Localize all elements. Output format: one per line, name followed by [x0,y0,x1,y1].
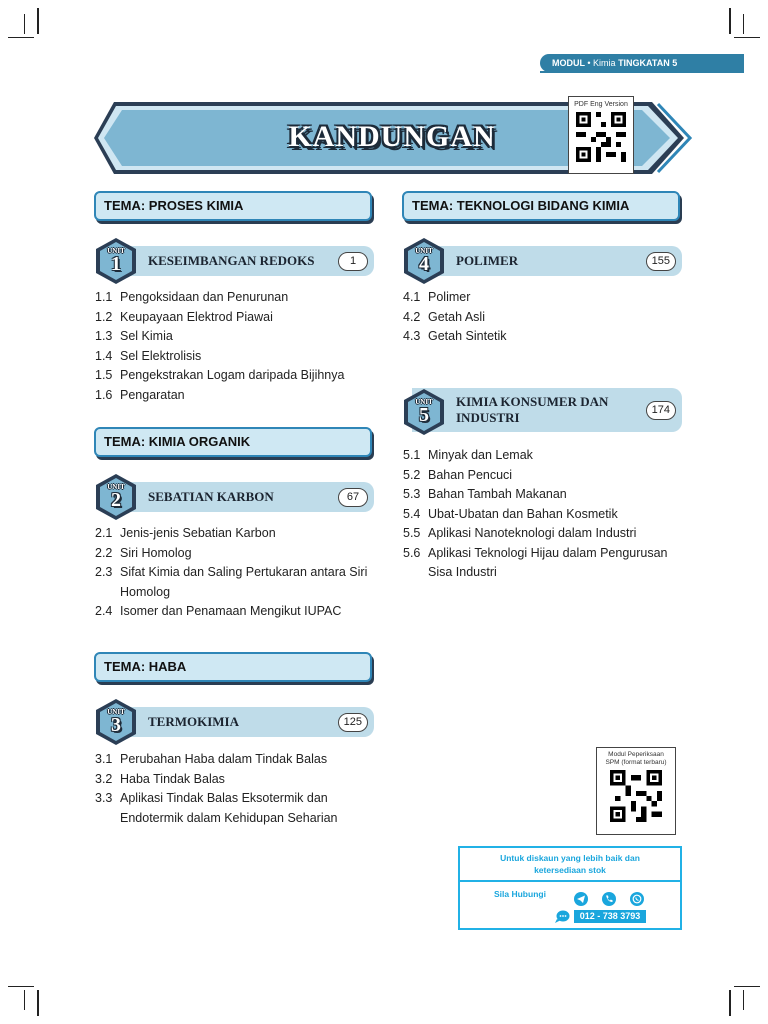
crop-mark [8,37,34,38]
crop-mark [24,14,25,34]
page-title: KANDUNGAN [288,120,496,153]
unit-4-topic-list [403,288,693,347]
crop-mark [729,990,731,1016]
list-item[interactable]: 2.4 Isomer dan Penamaan Mengikut IUPAC [95,604,342,618]
unit-number: 2 [111,489,121,511]
crop-mark [734,986,760,987]
unit-label: UNIT [107,247,125,255]
module-subject: Kimia [593,58,616,68]
theme-header-kimia-organik: TEMA: KIMIA ORGANIK [94,427,372,457]
telegram-icon[interactable] [574,892,588,906]
module-label: MODUL [552,58,585,68]
list-item[interactable]: 5.4 Ubat-Ubatan dan Bahan Kosmetik [403,506,618,521]
list-item[interactable]: 1.6 Pengaratan [95,387,185,402]
theme-header-teknologi-bidang-kimia: TEMA: TEKNOLOGI BIDANG KIMIA [402,191,680,221]
unit-1-bar[interactable] [94,243,374,279]
chat-bubble-icon [554,909,570,924]
spm-module-caption: Modul Peperiksaan SPM (format terbaru) [605,751,667,766]
unit-1-topic-list [95,288,375,405]
unit-number: 3 [111,714,121,736]
crop-mark [37,990,39,1016]
unit-label: UNIT [415,247,433,255]
spm-module-qr-box[interactable] [596,747,676,835]
header-rule [540,71,744,73]
list-item[interactable]: 3.1 Perubahan Haba dalam Tindak Balas [95,752,328,766]
list-item[interactable]: 5.5 Aplikasi Nanoteknologi dalam Industri [403,526,637,540]
crop-mark [729,8,731,34]
list-item[interactable]: 1.1 Pengoksidaan dan Penurunan [95,290,289,304]
contact-box [458,846,682,930]
unit-number: 4 [419,253,429,275]
unit-number: 5 [419,404,429,426]
list-item[interactable]: 5.3 Bahan Tambah Makanan [403,487,567,501]
unit-4-bar[interactable] [402,243,682,279]
crop-mark [8,986,34,987]
pdf-version-qr-box[interactable] [568,96,634,174]
unit-5-bar[interactable] [402,392,682,436]
unit-page-number: 1 [338,252,368,271]
unit-5-topic-list [403,446,695,583]
list-item[interactable]: 4.1 Polimer [403,290,471,304]
list-item[interactable]: 1.2 Keupayaan Elektrod Piawai [95,309,273,324]
qr-code-icon [610,770,662,822]
module-level: TINGKATAN 5 [618,58,678,68]
unit-page-number: 125 [338,713,368,732]
unit-page-number: 67 [338,488,368,507]
module-separator: • [587,58,591,68]
unit-label: UNIT [415,398,433,406]
list-item[interactable]: 1.3 Sel Kimia [95,329,173,343]
unit-title: TERMOKIMIA [148,714,239,729]
crop-mark [743,990,744,1010]
list-item[interactable]: 5.1 Minyak dan Lemak [403,448,533,462]
list-item[interactable]: 4.3 Getah Sintetik [403,329,507,343]
unit-title: KIMIA KONSUMER DAN INDUSTRI [456,394,609,425]
unit-number: 1 [111,253,121,275]
discount-text: Untuk diskaun yang lebih baik dan ketersediaan stok [460,848,680,882]
unit-page-number: 174 [646,401,676,420]
unit-2-bar[interactable] [94,479,374,515]
pdf-version-caption: PDF Eng Version [574,101,628,108]
list-item[interactable]: 1.5 Pengekstrakan Logam daripada Bijihnya [95,368,345,382]
unit-3-bar[interactable] [94,704,374,740]
theme-header-haba: TEMA: HABA [94,652,372,682]
unit-3-topic-list [95,750,375,828]
phone-icon[interactable] [602,892,616,906]
list-item[interactable]: 4.2 Getah Asli [403,309,485,324]
crop-mark [734,37,760,38]
list-item[interactable]: 3.3 Aplikasi Tindak Balas Eksotermik dan Endotermik dalam Kehidupan Seharian [95,791,338,825]
list-item[interactable]: 2.1 Jenis-jenis Sebatian Karbon [95,526,276,540]
crop-mark [24,990,25,1010]
module-header-tab [540,54,744,72]
theme-header-proses-kimia: TEMA: PROSES KIMIA [94,191,372,221]
unit-page-number: 155 [646,252,676,271]
list-item[interactable]: 5.2 Bahan Pencuci [403,467,513,482]
whatsapp-icon[interactable] [630,892,644,906]
list-item[interactable]: 3.2 Haba Tindak Balas [95,771,225,786]
crop-mark [37,8,39,34]
unit-2-topic-list [95,524,375,622]
contact-label: Sila Hubungi [494,889,546,899]
qr-code-icon [576,112,626,162]
unit-label: UNIT [107,483,125,491]
list-item[interactable]: 2.3 Sifat Kimia dan Saling Pertukaran antara Siri Homolog [95,565,368,599]
list-item[interactable]: 1.4 Sel Elektrolisis [95,348,202,363]
unit-label: UNIT [107,708,125,716]
phone-number[interactable]: 012 - 738 3793 [574,910,646,923]
unit-title: SEBATIAN KARBON [148,489,274,504]
unit-title: POLIMER [456,253,519,268]
list-item[interactable]: 5.6 Aplikasi Teknologi Hijau dalam Pengurusan Sisa Industri [403,545,668,579]
crop-mark [743,14,744,34]
list-item[interactable]: 2.2 Siri Homolog [95,545,192,560]
unit-title: KESEIMBANGAN REDOKS [148,253,315,268]
